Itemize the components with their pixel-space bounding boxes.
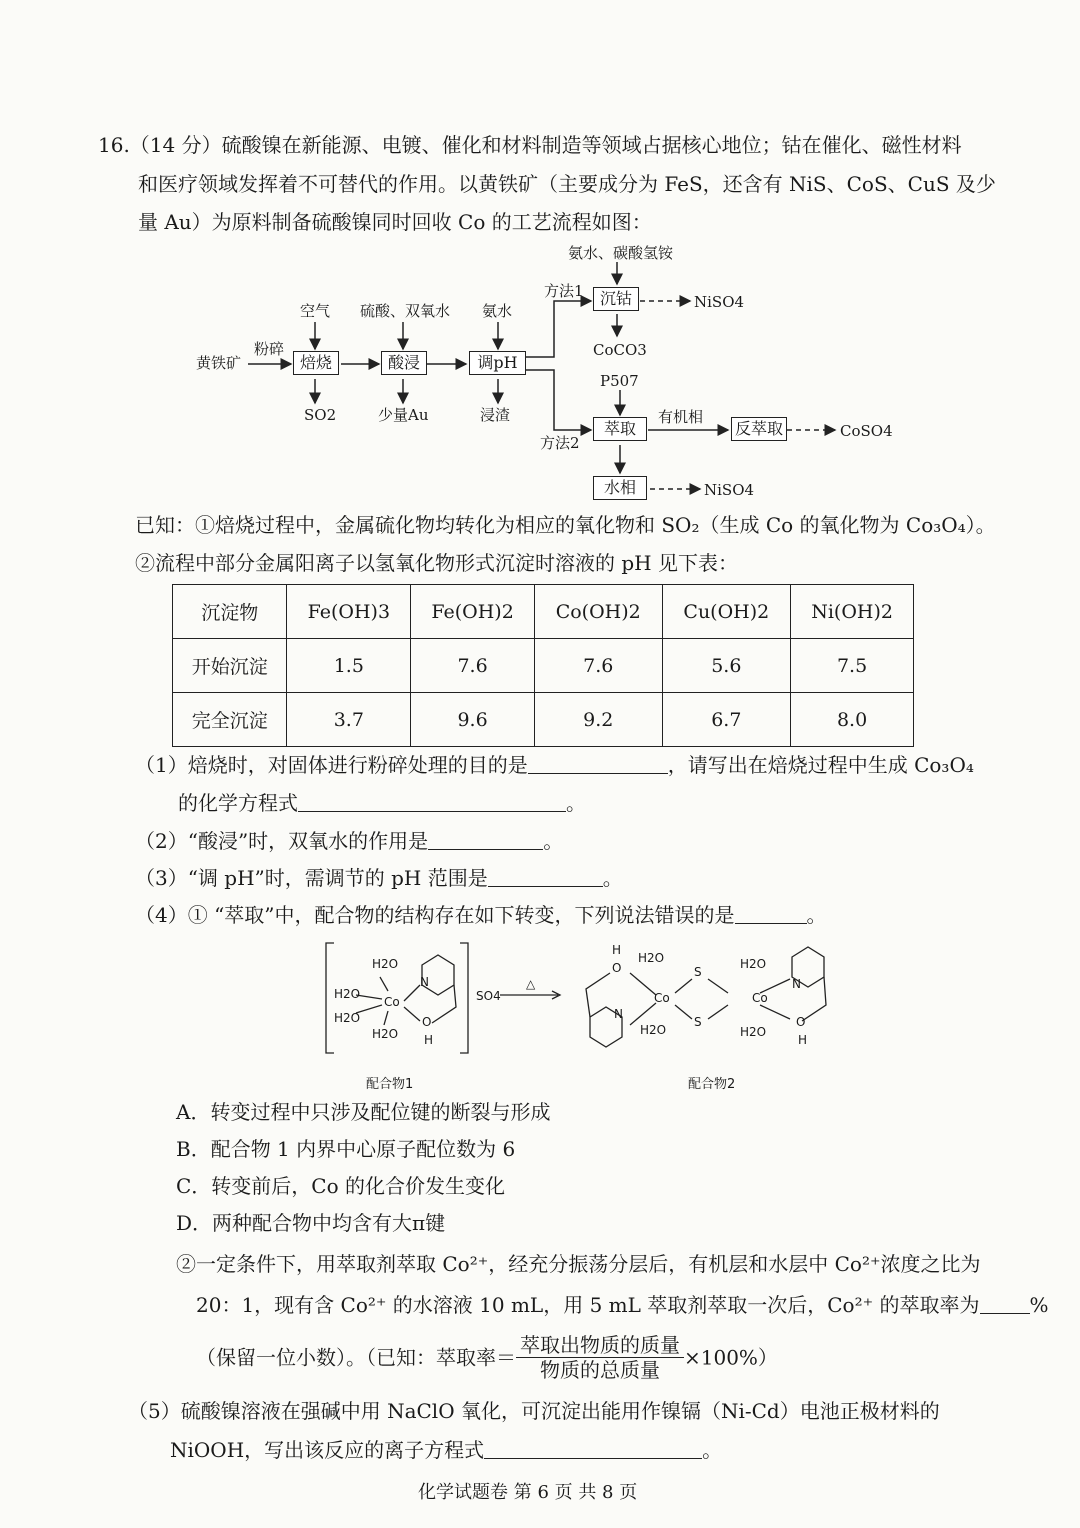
sulfur-atom: S	[694, 1015, 702, 1029]
nitrogen-atom: N	[792, 977, 801, 991]
coco3-product: CoCO3	[593, 341, 647, 359]
option-c[interactable]: C．转变前后，Co 的化合价发生变化	[176, 1174, 506, 1198]
aqueous-phase-box: 水相	[593, 476, 647, 500]
adjust-ph-box: 调pH	[469, 351, 526, 375]
sulfur-atom: S	[694, 965, 702, 979]
nitrogen-atom: N	[614, 1007, 623, 1021]
table-cell: 1.5	[287, 639, 411, 693]
answer-blank[interactable]	[528, 753, 668, 774]
flow-arrows	[180, 240, 940, 510]
oxygen-atom: O	[612, 961, 622, 975]
h2o-ligand: H2O	[640, 1023, 667, 1037]
question-intro-line2: 和医疗领域发挥着不可替代的作用。以黄铁矿（主要成分为 FeS，还含有 NiS、CoS、CuS 及少	[138, 172, 996, 196]
table-cell: 9.6	[411, 693, 535, 747]
option-d[interactable]: D．两种配合物中均含有大π键	[176, 1211, 446, 1235]
raw-ore-label: 黄铁矿	[196, 354, 242, 372]
answer-blank[interactable]	[298, 791, 566, 812]
table-row	[173, 585, 914, 639]
reagent-ammonia-bicarbonate: 氨水、碳酸氢铵	[568, 244, 674, 262]
answer-blank[interactable]	[484, 1438, 702, 1459]
cobalt-center-2b: Co	[752, 991, 768, 1005]
table-cell: 沉淀物	[173, 585, 287, 639]
known-condition-2: ②流程中部分金属阳离子以氢氧化物形式沉淀时溶液的 pH 见下表：	[135, 551, 738, 575]
question-4-2-line2: 20：1，现有含 Co²⁺ 的水溶液 10 mL，用 5 mL 萃取剂萃取一次后，Co²⁺ 的萃取率为 %	[196, 1293, 1049, 1317]
cobalt-center-1: Co	[384, 995, 400, 1009]
table-row	[173, 639, 914, 693]
question-intro-line3: 量 Au）为原料制备硫酸镍同时回收 Co 的工艺流程如图：	[138, 210, 652, 234]
table-cell: 完全沉淀	[173, 693, 287, 747]
h2o-ligand: H2O	[740, 1025, 767, 1039]
option-b[interactable]: B．配合物 1 内界中心原子配位数为 6	[176, 1137, 516, 1161]
hydrogen-atom: H	[424, 1033, 434, 1047]
complex1-label: 配合物1	[366, 1077, 414, 1092]
crush-label: 粉碎	[254, 340, 285, 358]
h2o-ligand: H2O	[372, 957, 399, 971]
precipitate-cobalt-box: 沉钴	[593, 287, 639, 311]
option-a[interactable]: A．转变过程中只涉及配位键的断裂与形成	[176, 1100, 551, 1124]
extraction-box: 萃取	[593, 417, 647, 441]
oxygen-atom: O	[422, 1015, 432, 1029]
so2-output: SO2	[304, 406, 337, 424]
h2o-ligand: H2O	[740, 957, 767, 971]
complex2-label: 配合物2	[688, 1077, 736, 1092]
extraction-rate-fraction: $\frac{\text{萃取出物质的质量}}{\text{物质的总质量}}$	[516, 1333, 684, 1382]
niso4-output-1: NiSO4	[694, 293, 745, 311]
question-intro-line1: 16.（14 分）硫酸镍在新能源、电镀、催化和材料制造等领域占据核心地位；钴在催化、磁性材料	[98, 133, 962, 157]
h2o-ligand: H2O	[334, 987, 361, 1001]
coso4-output: CoSO4	[840, 422, 893, 440]
table-cell: 开始沉淀	[173, 639, 287, 693]
table-cell: 7.6	[411, 639, 535, 693]
nitrogen-atom: N	[420, 975, 429, 989]
oxygen-atom: O	[796, 1015, 806, 1029]
answer-blank[interactable]	[980, 1293, 1030, 1314]
process-flow-chart	[180, 240, 940, 510]
table-cell: 7.6	[534, 639, 662, 693]
reagent-acid-peroxide: 硫酸、双氧水	[360, 302, 451, 320]
table-cell: 8.0	[791, 693, 914, 747]
table-cell: 3.7	[287, 693, 411, 747]
question-5-line2: NiOOH，写出该反应的离子方程式 。	[170, 1438, 723, 1462]
ph-precipitation-table	[172, 584, 914, 747]
residue-output: 浸渣	[480, 406, 511, 424]
reagent-ammonia: 氨水	[482, 302, 513, 320]
table-cell: Fe(OH)3	[287, 585, 411, 639]
complex-transformation-figure	[320, 935, 840, 1095]
table-cell: 5.6	[662, 639, 791, 693]
h2o-ligand: H2O	[334, 1011, 361, 1025]
cobalt-center-2a: Co	[654, 991, 670, 1005]
table-cell: Fe(OH)2	[411, 585, 535, 639]
table-cell: Co(OH)2	[534, 585, 662, 639]
question-4-2-line1: ②一定条件下，用萃取剂萃取 Co²⁺，经充分振荡分层后，有机层和水层中 Co²⁺浓度之比为	[176, 1252, 981, 1276]
table-row	[173, 693, 914, 747]
question-1-line2: 的化学方程式 。	[178, 791, 586, 815]
niso4-output-2: NiSO4	[704, 481, 755, 499]
question-4-1: （4）① “萃取”中，配合物的结构存在如下转变，下列说法错误的是 。	[135, 903, 827, 927]
method2-label: 方法2	[540, 434, 580, 452]
p507-reagent: P507	[600, 372, 639, 390]
question-3: （3）“调 pH”时，需调节的 pH 范围是 。	[135, 866, 623, 890]
method1-label: 方法1	[544, 282, 584, 300]
answer-blank[interactable]	[428, 829, 543, 850]
question-1-line1: （1）焙烧时，对固体进行粉碎处理的目的是 ，请写出在焙烧过程中生成 Co₃O₄	[135, 753, 974, 777]
acid-leach-box: 酸浸	[381, 351, 427, 375]
table-cell: Cu(OH)2	[662, 585, 791, 639]
h2o-ligand: H2O	[638, 951, 665, 965]
sulfate-counterion: SO4	[476, 989, 501, 1003]
heat-symbol: △	[526, 977, 536, 991]
answer-blank[interactable]	[488, 866, 603, 887]
question-4-2-line3: （保留一位小数）。（已知：萃取率＝ $\frac{\text{萃取出物质的质量}}{\text{物质的总质量}}$ ×100%）	[196, 1333, 778, 1382]
hydrogen-atom: H	[612, 943, 622, 957]
question-5-line1: （5）硫酸镍溶液在强碱中用 NaClO 氧化，可沉淀出能用作镍镉（Ni-Cd）电池正极材料的	[128, 1399, 940, 1423]
table-cell: 6.7	[662, 693, 791, 747]
roasting-box: 焙烧	[293, 351, 339, 375]
known-condition-1: 已知：①焙烧过程中，金属硫化物均转化为相应的氧化物和 SO₂（生成 Co 的氧化物为 Co₃O₄）。	[135, 513, 996, 537]
reagent-air: 空气	[300, 302, 331, 320]
table-cell: Ni(OH)2	[791, 585, 914, 639]
organic-phase-label: 有机相	[658, 408, 704, 426]
answer-blank[interactable]	[735, 903, 807, 924]
table-cell: 9.2	[534, 693, 662, 747]
question-2: （2）“酸浸”时，双氧水的作用是 。	[135, 829, 564, 853]
hydrogen-atom: H	[798, 1033, 808, 1047]
h2o-ligand: H2O	[372, 1027, 399, 1041]
back-extraction-box: 反萃取	[731, 417, 787, 441]
page-footer: 化学试题卷 第 6 页 共 8 页	[418, 1482, 638, 1503]
gold-output: 少量Au	[378, 406, 429, 424]
table-cell: 7.5	[791, 639, 914, 693]
